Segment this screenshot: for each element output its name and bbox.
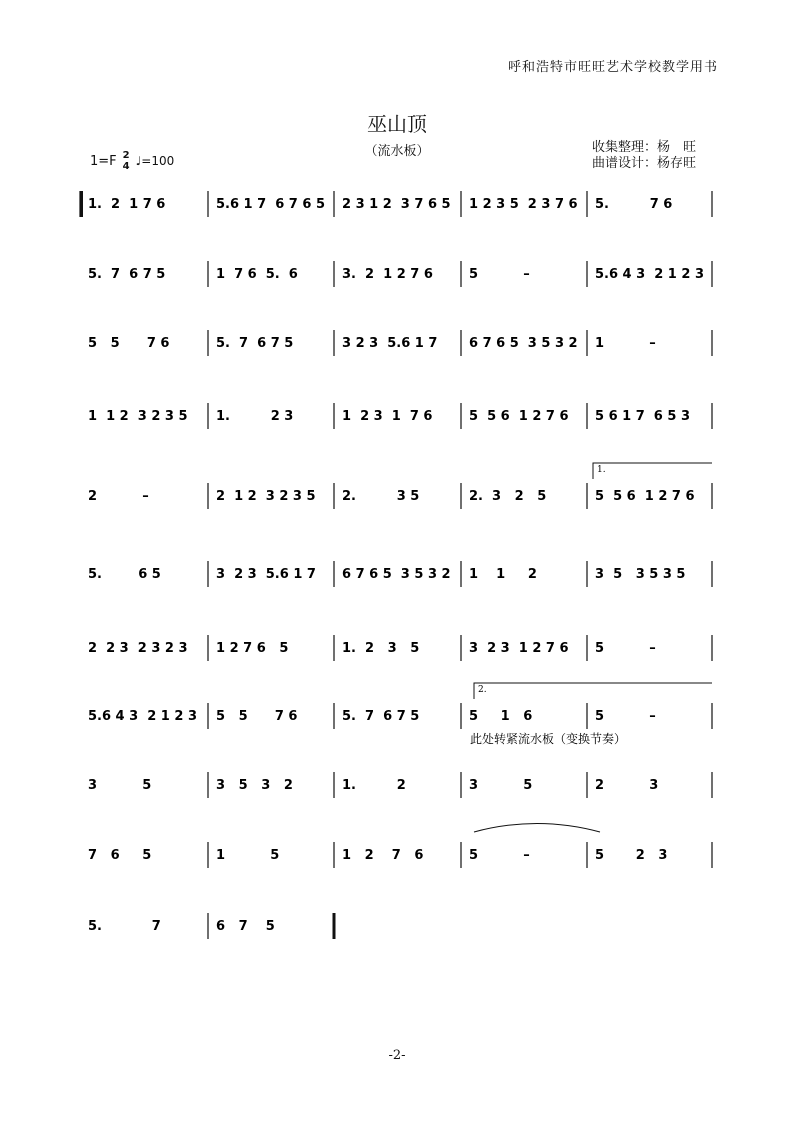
measure-notes: 1 2 7 6 bbox=[342, 848, 424, 863]
volta-second-bracket bbox=[474, 683, 712, 699]
measure-notes: 1 2 7 6 5 bbox=[216, 641, 289, 656]
measure-notes: 2 – bbox=[88, 489, 149, 504]
measure-notes: 5.6 4 3 2 1 2 3 bbox=[595, 267, 704, 282]
measure-notes: 5.6 1 7 6 7 6 5 bbox=[216, 197, 325, 212]
measure-notes: 1 1 2 bbox=[469, 567, 537, 582]
measure-notes: 3 5 3 5 3 5 bbox=[595, 567, 686, 582]
measure-notes: 7 6 5 bbox=[88, 848, 152, 863]
measure-notes: 6 7 6 5 3 5 3 2 bbox=[469, 336, 578, 351]
measure-notes: 5 5 6 1 2 7 6 bbox=[595, 489, 695, 504]
measure-notes: 3. 2 1 2 7 6 bbox=[342, 267, 433, 282]
measure-notes: 5. 7 bbox=[88, 919, 161, 934]
measure-notes: 3 5 3 2 bbox=[216, 778, 293, 793]
measure-notes: 1 2 3 5 2 3 7 6 bbox=[469, 197, 578, 212]
collector-credit: 收集整理：杨 旺 bbox=[592, 140, 697, 155]
measure-notes: 5 6 1 7 6 5 3 bbox=[595, 409, 690, 424]
measure-notes: 5 – bbox=[469, 267, 530, 282]
measure-notes: 5. 7 6 bbox=[595, 197, 673, 212]
measure-notes: 1 1 2 3 2 3 5 bbox=[88, 409, 188, 424]
measure-notes: 1 2 3 1 7 6 bbox=[342, 409, 433, 424]
measure-notes: 3 2 3 5.6 1 7 bbox=[216, 567, 316, 582]
measure-notes: 1. 2 3 bbox=[216, 409, 294, 424]
measure-notes: 5 – bbox=[469, 848, 530, 863]
page-subtitle: （流水板） bbox=[364, 144, 430, 159]
measure-notes: 1. 2 bbox=[342, 778, 406, 793]
measure-notes: 2 2 3 2 3 2 3 bbox=[88, 641, 188, 656]
measure-notes: 6 7 5 bbox=[216, 919, 275, 934]
staff-lines bbox=[80, 191, 712, 939]
measure-notes: 5 5 7 6 bbox=[216, 709, 298, 724]
measure-notes: 2. 3 5 bbox=[342, 489, 420, 504]
measure-notes: 2. 3 2 5 bbox=[469, 489, 547, 504]
measure-notes: 5. 7 6 7 5 bbox=[342, 709, 420, 724]
tempo-marking: ♩=100 bbox=[135, 154, 175, 168]
measure-notes: 3 5 bbox=[88, 778, 152, 793]
measure-notes: 2 1 2 3 2 3 5 bbox=[216, 489, 316, 504]
measure-notes: 5 2 3 bbox=[595, 848, 668, 863]
tempo-change-annotation: 此处转紧流水板（变换节奏） bbox=[470, 732, 627, 746]
measure-notes: 3 2 3 5.6 1 7 bbox=[342, 336, 438, 351]
measure-notes: 3 2 3 1 2 7 6 bbox=[469, 641, 569, 656]
measure-notes: 5 5 6 1 2 7 6 bbox=[469, 409, 569, 424]
measure-notes: 1. 2 1 7 6 bbox=[88, 197, 166, 212]
measure-notes: 5 – bbox=[595, 709, 656, 724]
measure-notes: 5.6 4 3 2 1 2 3 bbox=[88, 709, 197, 724]
page-title: 巫山顶 bbox=[367, 112, 427, 136]
measure-notes: 1. 2 3 5 bbox=[342, 641, 420, 656]
volta-first-bracket bbox=[593, 463, 712, 479]
repeat-start-sign bbox=[80, 191, 83, 217]
designer-credit: 曲谱设计：杨存旺 bbox=[592, 156, 697, 171]
tie-arc bbox=[474, 824, 600, 833]
time-signature-bottom: 4 bbox=[122, 161, 130, 172]
measure-notes: 5 5 7 6 bbox=[88, 336, 170, 351]
page-header: 呼和浩特市旺旺艺术学校教学用书 bbox=[507, 60, 718, 75]
measure-notes: 3 5 bbox=[469, 778, 533, 793]
measure-notes: 1 – bbox=[595, 336, 656, 351]
volta-first-label: 1. bbox=[597, 465, 606, 475]
measure-notes: 5. 7 6 7 5 bbox=[88, 267, 166, 282]
measure-notes: 1 7 6 5. 6 bbox=[216, 267, 298, 282]
measure-notes: 2 3 bbox=[595, 778, 659, 793]
measure-notes: 6 7 6 5 3 5 3 2 bbox=[342, 567, 451, 582]
measure-notes: 2 3 1 2 3 7 6 5 bbox=[342, 197, 451, 212]
tonic-label: 1=F bbox=[90, 153, 117, 169]
measure-notes: 5. 6 5 bbox=[88, 567, 161, 582]
measure-notes: 1 5 bbox=[216, 848, 280, 863]
page-number: -2- bbox=[388, 1048, 406, 1063]
volta-second-label: 2. bbox=[478, 685, 487, 695]
measure-notes: 5 – bbox=[595, 641, 656, 656]
measure-notes: 5. 7 6 7 5 bbox=[216, 336, 294, 351]
time-signature-top: 2 bbox=[122, 150, 130, 161]
measure-notes: 5 1 6 bbox=[469, 709, 533, 724]
